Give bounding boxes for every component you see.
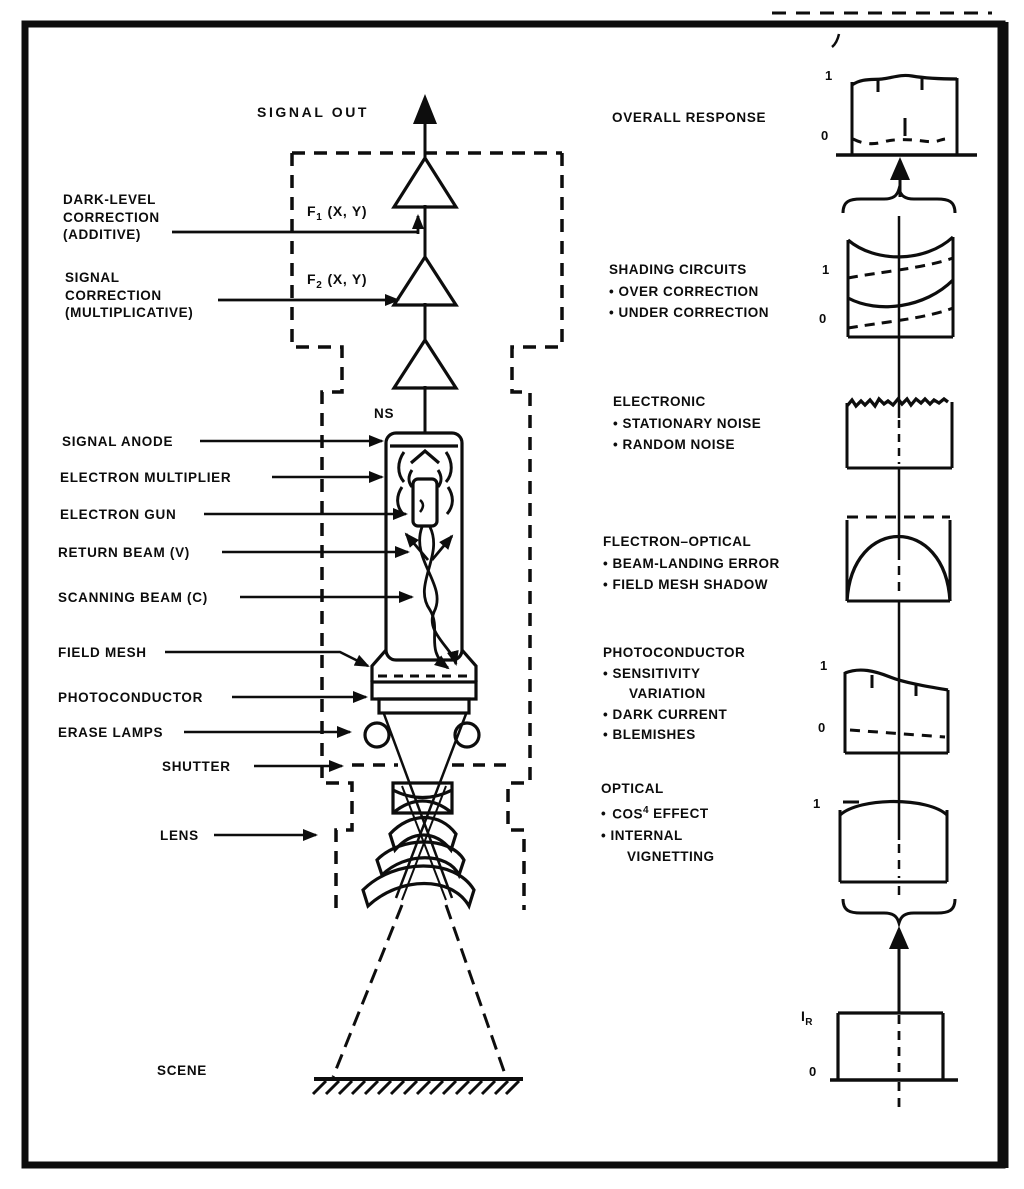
signal-out-arrow-icon (413, 94, 437, 124)
scanning-beam-label: SCANNING BEAM (C) (58, 590, 208, 605)
electron-optical-block: FLECTRON–OPTICAL • BEAM-LANDING ERROR • FIELD MESH SHADOW (603, 534, 780, 592)
return-beam-label: RETURN BEAM (V) (58, 545, 190, 560)
f1-function-label: $F_1$ (X, Y) (307, 203, 368, 223)
plot-photoconductor (845, 670, 948, 753)
brace-top (843, 189, 955, 213)
electron-multiplier-dynodes (398, 452, 453, 514)
input-arrow (889, 926, 909, 1013)
plot-optical (840, 802, 947, 883)
amplifier-3 (394, 340, 456, 388)
electron-multiplier-label: ELECTRON MULTIPLIER (60, 470, 232, 485)
brace-bottom (843, 899, 955, 923)
ns-label: NS (374, 406, 395, 421)
scanning-return-beams (406, 527, 456, 668)
shading-zero-tick: 0 (819, 311, 827, 326)
field-mesh-label: FIELD MESH (58, 645, 147, 660)
shutter-label: SHUTTER (162, 759, 231, 774)
amplifier-1 (394, 158, 456, 207)
erase-lamp-left (365, 723, 389, 747)
plot-overall-response (836, 75, 977, 155)
signal-correction-label: SIGNAL CORRECTION (MULTIPLICATIVE) (65, 270, 194, 320)
camera-tube (365, 433, 479, 747)
overall-zero-tick: 0 (821, 128, 829, 143)
amplifier-2 (394, 257, 456, 305)
f1-input-leader (172, 216, 418, 234)
scene-label: SCENE (157, 1063, 208, 1078)
shading-circuits-block: SHADING CIRCUITS • OVER CORRECTION • UNDER CORRECTION (609, 262, 769, 320)
overall-response-title: OVERALL RESPONSE (612, 110, 767, 125)
amplifier-chain (172, 94, 456, 433)
dark-level-correction-label: DARK-LEVEL CORRECTION (ADDITIVE) (63, 192, 160, 242)
photoconductor-block: PHOTOCONDUCTOR • SENSITIVITY VARIATION • DARK CURRENT • BLEMISHES (603, 645, 746, 742)
scan-artifact (832, 34, 839, 47)
photoconductor-one-tick: 1 (820, 658, 828, 673)
shading-one-tick: 1 (822, 262, 830, 277)
signal-anode-label: SIGNAL ANODE (62, 434, 174, 449)
overall-one-tick: 1 (825, 68, 833, 83)
label-leaders (165, 441, 412, 835)
erase-lamps-label: ERASE LAMPS (58, 725, 164, 740)
response-plots (830, 75, 977, 1110)
photoconductor-plate (372, 682, 476, 699)
electron-gun-label: ELECTRON GUN (60, 507, 177, 522)
cos4-effect-line: • COS$^4$ EFFECT (601, 804, 709, 821)
plot-input-irradiance (830, 1013, 958, 1110)
electron-gun-body (413, 479, 437, 526)
optical-block: OPTICAL • COS$^4$ EFFECT • INTERNAL VIGNETTING (601, 781, 715, 864)
scene-ground (313, 1079, 523, 1094)
optical-one-tick: 1 (813, 796, 821, 811)
electronic-block: ELECTRONIC • STATIONARY NOISE • RANDOM NOISE (613, 394, 762, 452)
light-rays (333, 714, 506, 1077)
lens-label: LENS (160, 828, 199, 843)
f2-function-label: $F_2$ (X, Y) (307, 271, 368, 291)
lens-assembly (363, 783, 474, 906)
plot-shading-circuits (848, 237, 953, 337)
anode-chevron (411, 451, 439, 463)
input-irradiance-label: $I_R$ (801, 1008, 813, 1028)
signal-out-label: SIGNAL OUT (257, 104, 370, 120)
photoconductor-zero-tick: 0 (818, 720, 826, 735)
photoconductor-label: PHOTOCONDUCTOR (58, 690, 204, 705)
input-zero-tick: 0 (809, 1064, 817, 1079)
